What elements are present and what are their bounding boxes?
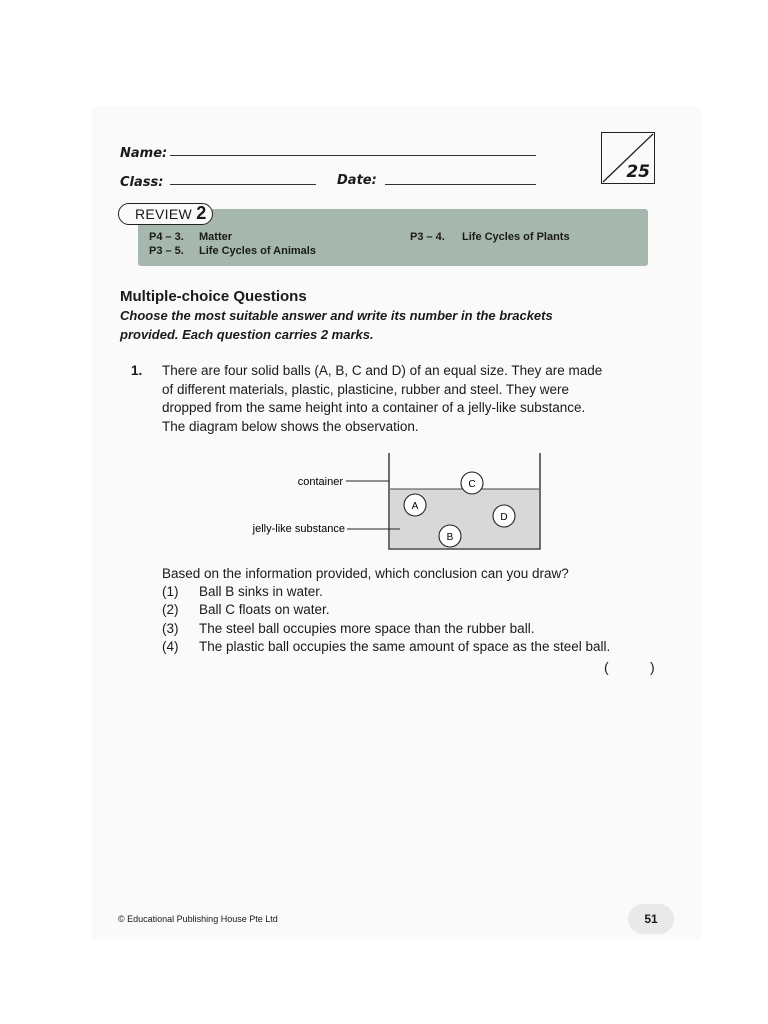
- section-title: Multiple-choice Questions: [120, 288, 307, 305]
- answer-bracket-open: (: [604, 659, 609, 675]
- topic-code: P3 – 4.: [410, 231, 445, 243]
- option-text: The plastic ball occupies the same amount of space as the steel ball.: [199, 639, 611, 654]
- topic-right-1: [410, 231, 570, 243]
- option-number: (3): [162, 621, 179, 636]
- topic-left-2: [149, 245, 316, 257]
- option-text: Ball C floats on water.: [199, 602, 330, 617]
- date-label: Date:: [337, 173, 377, 188]
- name-field[interactable]: [170, 155, 536, 156]
- score-total: 25: [626, 162, 650, 182]
- topic-name: Life Cycles of Animals: [199, 245, 316, 257]
- score-box: [601, 132, 655, 184]
- page-number: 51: [628, 904, 674, 934]
- review-tab: [118, 203, 213, 225]
- question-line: There are four solid balls (A, B, C and D) of an equal size. They are made: [162, 363, 603, 378]
- option-text: The steel ball occupies more space than the rubber ball.: [199, 621, 535, 636]
- question-prompt: Based on the information provided, which conclusion can you draw?: [162, 566, 569, 581]
- substance-label: jelly-like substance: [252, 523, 345, 535]
- copyright: © Educational Publishing House Pte Ltd: [118, 914, 278, 924]
- answer-bracket-close: ): [650, 659, 655, 675]
- question-line: of different materials, plastic, plasticine, rubber and steel. They were: [162, 381, 569, 397]
- topic-code: P4 – 3.: [149, 231, 184, 243]
- container-label: container: [297, 476, 343, 488]
- instructions-line-2: provided. Each question carries 2 marks.: [120, 327, 374, 342]
- option-2: [162, 602, 330, 617]
- topic-name: Matter: [199, 231, 233, 243]
- name-label: Name:: [120, 146, 168, 161]
- ball-b: [439, 525, 461, 547]
- class-label: Class:: [120, 175, 164, 190]
- question-number: 1.: [131, 363, 143, 378]
- question-line: The diagram below shows the observation.: [162, 418, 419, 434]
- review-number: 2: [196, 203, 207, 223]
- topic-name: Life Cycles of Plants: [462, 231, 570, 243]
- option-1: [162, 584, 323, 599]
- ball-c-label: C: [468, 479, 476, 490]
- jelly-container-diagram: [230, 450, 550, 556]
- class-field[interactable]: [170, 184, 316, 185]
- question-line: dropped from the same height into a container of a jelly-like substance.: [162, 400, 586, 415]
- option-4: [162, 639, 610, 654]
- ball-b-label: B: [446, 532, 454, 543]
- option-number: (1): [162, 584, 179, 599]
- ball-c: [461, 472, 483, 494]
- ball-d: [493, 505, 515, 527]
- question-text: [162, 362, 652, 436]
- ball-a: [404, 494, 426, 516]
- instructions-line-1: Choose the most suitable answer and write its number in the brackets: [120, 308, 553, 323]
- option-3: [162, 621, 534, 636]
- date-field[interactable]: [385, 184, 536, 185]
- ball-d-label: D: [500, 512, 508, 523]
- topic-code: P3 – 5.: [149, 245, 184, 257]
- option-text: Ball B sinks in water.: [199, 584, 323, 599]
- option-number: (2): [162, 602, 179, 617]
- review-title: REVIEW: [135, 206, 193, 222]
- ball-a-label: A: [411, 501, 419, 512]
- topic-left-1: [149, 231, 232, 243]
- option-number: (4): [162, 639, 179, 654]
- answer-field[interactable]: [616, 658, 646, 678]
